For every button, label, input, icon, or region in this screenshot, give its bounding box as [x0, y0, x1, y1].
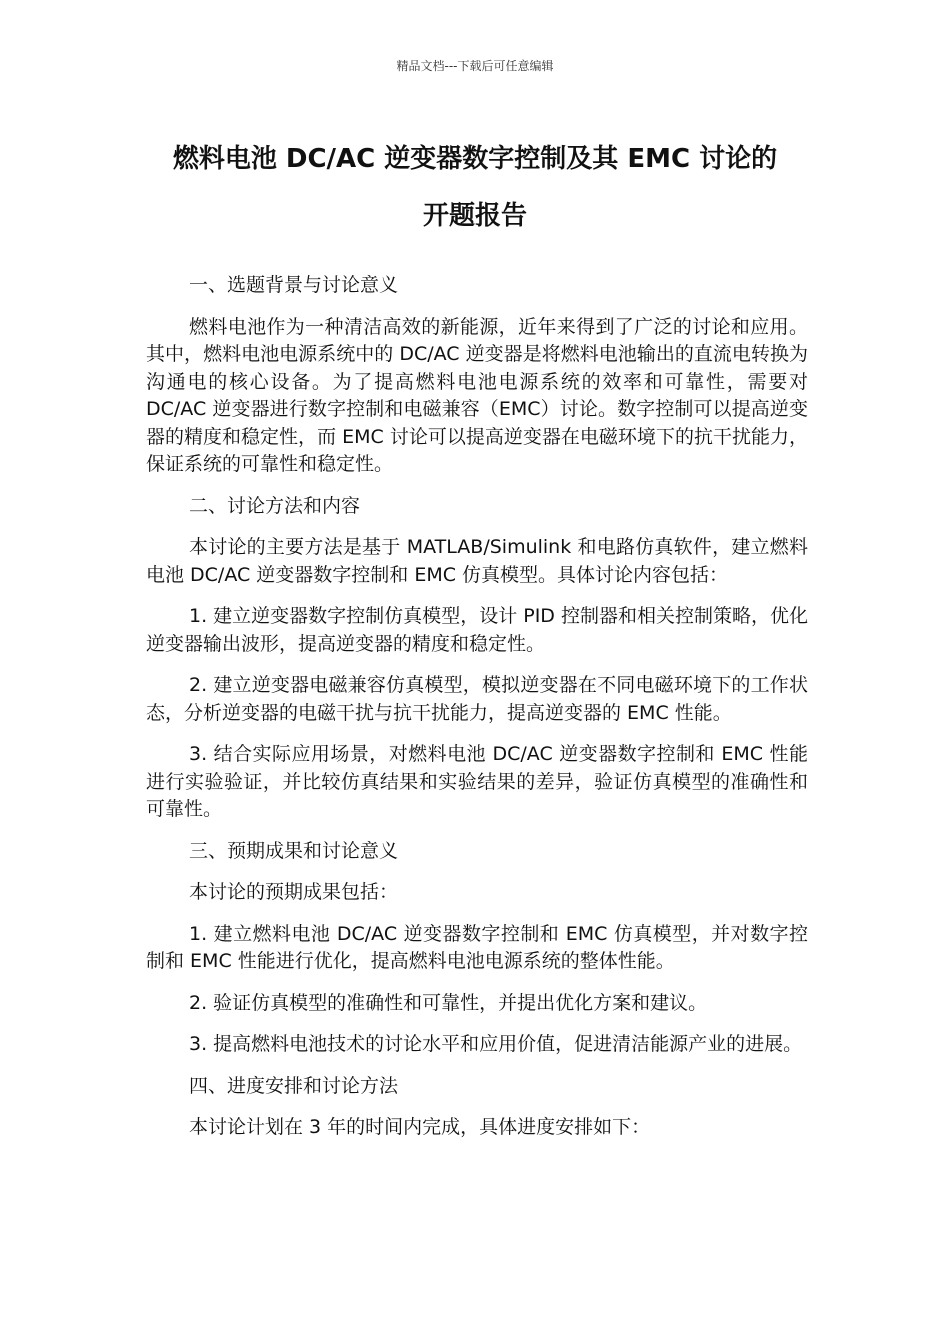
document-title-line-1: 燃料电池 DC/AC 逆变器数字控制及其 EMC 讨论的 [172, 144, 778, 174]
list-item: 2. 验证仿真模型的准确性和可靠性，并提出优化方案和建议。 [189, 991, 708, 1014]
paragraph: 本讨论计划在 3 年的时间内完成，具体进度安排如下： [189, 1116, 651, 1138]
paragraph: 本讨论的主要方法是基于 MATLAB/Simulink 和电路仿真软件，建立燃料电池 DC/AC 逆变器数字控制和 EMC 仿真模型。具体讨论内容包括： [146, 536, 808, 586]
document-title-line-2: 开题报告 [422, 201, 527, 231]
list-item: 1. 建立燃料电池 DC/AC 逆变器数字控制和 EMC 仿真模型，并对数字控制和 EMC 性能进行优化，提高燃料电池电源系统的整体性能。 [146, 922, 808, 972]
list-item: 2. 建立逆变器电磁兼容仿真模型，模拟逆变器在不同电磁环境下的工作状态，分析逆变器的电磁干扰与抗干扰能力，提高逆变器的 EMC 性能。 [146, 674, 808, 724]
section-heading: 三、预期成果和讨论意义 [189, 839, 399, 862]
section-heading: 二、讨论方法和内容 [189, 494, 361, 517]
document-body [146, 272, 808, 1156]
paragraph: 本讨论的预期成果包括： [189, 881, 399, 903]
list-item: 3. 提高燃料电池技术的讨论水平和应用价值，促进清洁能源产业的进展。 [189, 1033, 803, 1055]
page-header: 精品文档---下载后可任意编辑 [396, 59, 554, 73]
section-heading: 一、选题背景与讨论意义 [189, 274, 399, 296]
list-item: 1. 建立逆变器数字控制仿真模型，设计 PID 控制器和相关控制策略，优化逆变器输出波形，提高逆变器的精度和稳定性。 [146, 605, 808, 655]
section-heading: 四、进度安排和讨论方法 [189, 1074, 399, 1097]
paragraph: 燃料电池作为一种清洁高效的新能源，近年来得到了广泛的讨论和应用。其中，燃料电池电源系统中的 DC/AC 逆变器是将燃料电池输出的直流电转换为沟通电的核心设备。为了提高燃料电池电源系统的效率和可靠性，需要对 DC/AC 逆变器进行数字控制和电磁兼容（EMC）讨论。数字控制可以提高逆变器的精度和稳定性，而 EMC 讨论可以提高逆变器在电磁环境下的抗干扰能力，保证系统的可靠性和稳定性。 [146, 315, 808, 475]
list-item: 3. 结合实际应用场景，对燃料电池 DC/AC 逆变器数字控制和 EMC 性能进行实验验证，并比较仿真结果和实验结果的差异，验证仿真模型的准确性和可靠性。 [146, 743, 808, 820]
